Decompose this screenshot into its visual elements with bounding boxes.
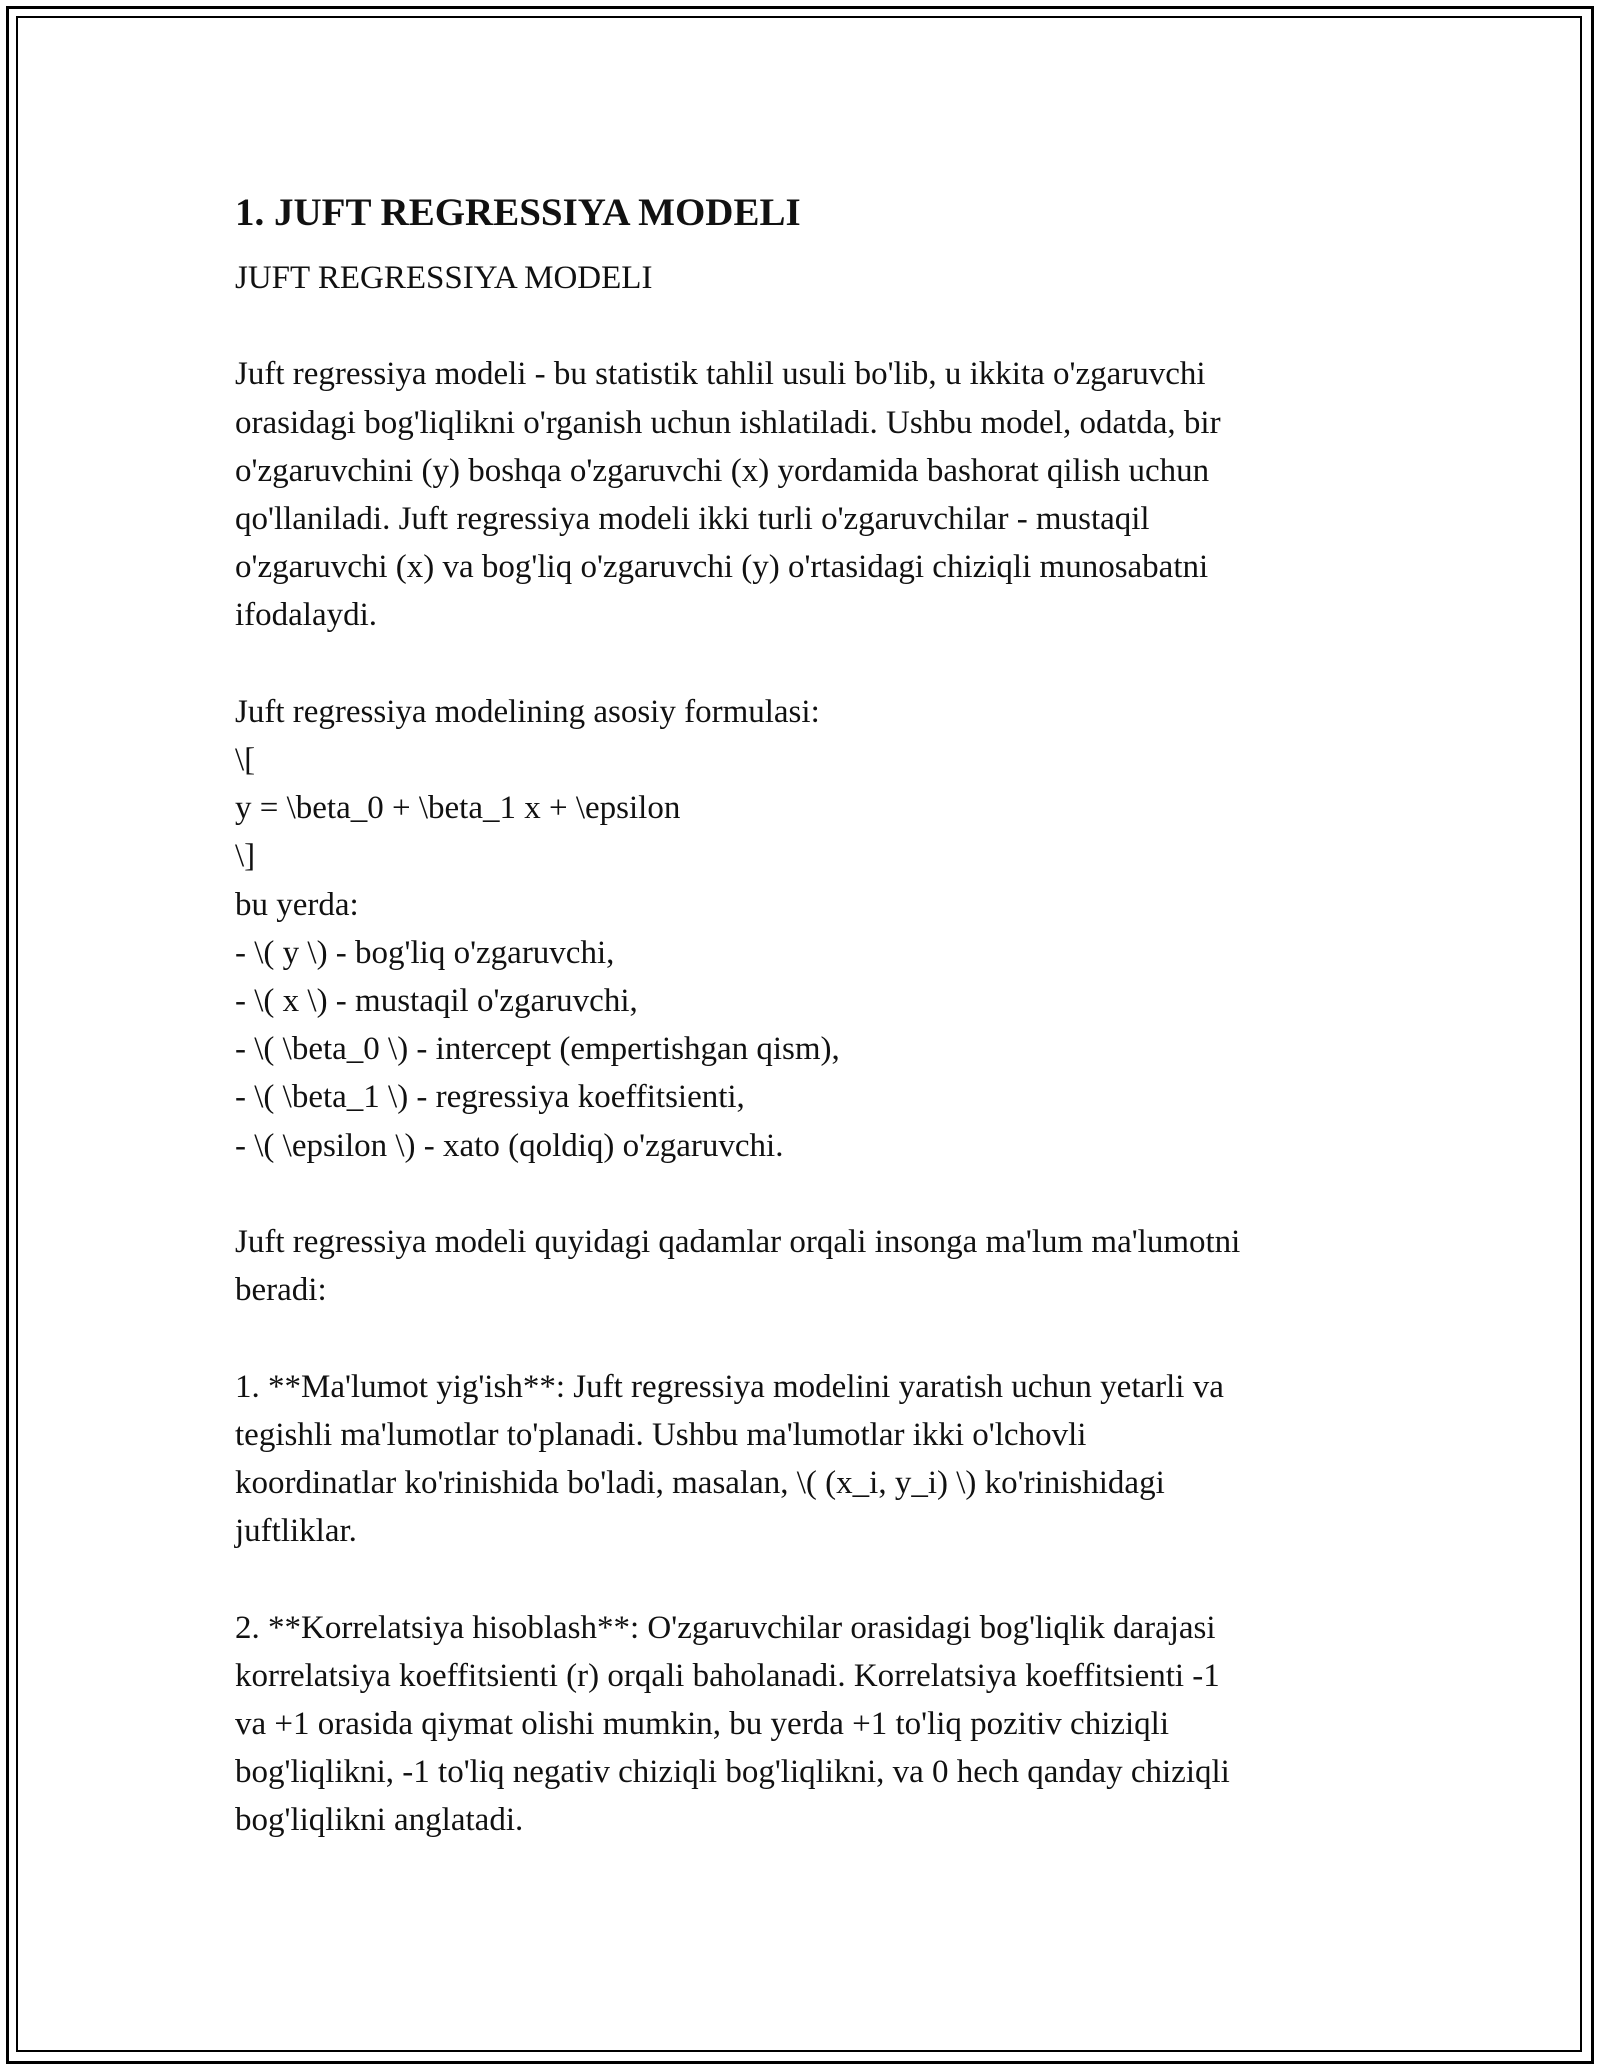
text-line: - \( y \) - bog'liq o'zgaruvchi,	[235, 934, 615, 971]
text-line: juftliklar.	[235, 1513, 357, 1550]
text-line: JUFT REGRESSIYA MODELI	[235, 260, 653, 296]
blank-line	[235, 640, 1375, 688]
text-line: bog'liqlikni anglatadi.	[235, 1802, 524, 1839]
text-line: orasidagi bog'liqlikni o'rganish uchun ishlatiladi. Ushbu model, odatda, bir	[235, 404, 1221, 441]
text-line: tegishli ma'lumotlar to'planadi. Ushbu ma'lumotlar ikki o'lchovli	[235, 1416, 1087, 1453]
text-line: - \( \beta_0 \) - intercept (empertishgan qism),	[235, 1031, 840, 1068]
text-line: - \( \epsilon \) - xato (qoldiq) o'zgaruvchi.	[235, 1127, 784, 1164]
text-line: - \( \beta_1 \) - regressiya koeffitsienti,	[235, 1079, 745, 1116]
text-line: koordinatlar ko'rinishida bo'ladi, masalan, \( (x_i, y_i) \) ko'rinishidagi	[235, 1465, 1165, 1502]
text-line: o'zgaruvchi (x) va bog'liq o'zgaruvchi (y) o'rtasidagi chiziqli munosabatni	[235, 549, 1209, 586]
text-line: Juft regressiya modeli - bu statistik tahlil usuli bo'lib, u ikkita o'zgaruvchi	[235, 356, 1206, 393]
text-line: qo'llaniladi. Juft regressiya modeli ikki turli o'zgaruvchilar - mustaqil	[235, 501, 1150, 537]
text-line: Juft regressiya modelining asosiy formulasi:	[235, 693, 820, 730]
text-line: o'zgaruvchini (y) boshqa o'zgaruvchi (x) yordamida bashorat qilish uchun	[235, 452, 1210, 489]
blank-line	[235, 1170, 1375, 1218]
text-line: \]	[235, 838, 256, 875]
text-line: \[	[235, 742, 256, 778]
text-line: korrelatsiya koeffitsienti (r) orqali baholanadi. Korrelatsiya koeffitsienti -1	[235, 1657, 1220, 1694]
text-line: Juft regressiya modeli quyidagi qadamlar orqali insonga ma'lum ma'lumotni	[235, 1224, 1241, 1261]
text-line: ifodalaydi.	[235, 597, 378, 634]
text-line: beradi:	[235, 1272, 327, 1309]
text-line: y = \beta_0 + \beta_1 x + \epsilon	[235, 790, 681, 827]
text-line: 2. **Korrelatsiya hisoblash**: O'zgaruvchilar orasidagi bog'liqlik darajasi	[235, 1609, 1216, 1646]
document-body	[235, 182, 1375, 1845]
text-line: bog'liqlikni, -1 to'liq negativ chiziqli bog'liqlikni, va 0 hech qanday chiziqli	[235, 1754, 1230, 1791]
text-line: bu yerda:	[235, 886, 359, 923]
paragraph-lines	[235, 254, 1375, 1845]
text-line: va +1 orasida qiymat olishi mumkin, bu yerda +1 to'liq pozitiv chiziqli	[235, 1706, 1170, 1743]
text-line: - \( x \) - mustaqil o'zgaruvchi,	[235, 983, 638, 1020]
blank-line	[235, 1555, 1375, 1603]
blank-line	[235, 1314, 1375, 1362]
section-heading: 1. JUFT REGRESSIYA MODELI	[235, 191, 801, 234]
blank-line	[235, 302, 1375, 350]
text-line: 1. **Ma'lumot yig'ish**: Juft regressiya modelini yaratish uchun yetarli va	[235, 1368, 1224, 1405]
